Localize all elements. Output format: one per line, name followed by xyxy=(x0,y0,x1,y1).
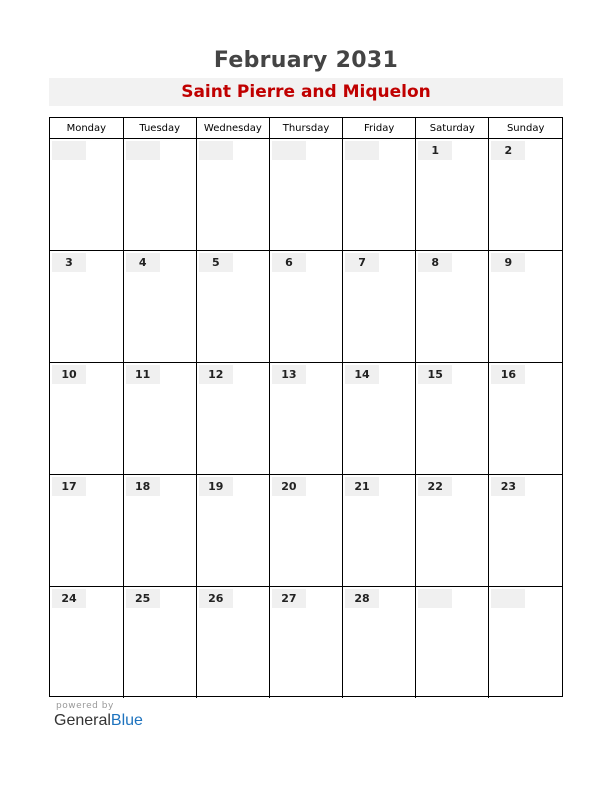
brand-general-text: General xyxy=(54,712,111,729)
day-cell xyxy=(489,251,562,363)
day-number: 12 xyxy=(199,365,233,384)
region-name: Saint Pierre and Miquelon xyxy=(181,82,431,102)
day-cell xyxy=(416,363,489,475)
week-row xyxy=(50,587,562,699)
day-number: 13 xyxy=(272,365,306,384)
powered-by-label: powered by xyxy=(56,701,114,711)
day-number: 10 xyxy=(52,365,86,384)
weekday-header: Sunday xyxy=(489,118,562,139)
day-cell xyxy=(196,587,269,699)
day-number: 20 xyxy=(272,477,306,496)
week-row xyxy=(50,363,562,475)
day-number: 22 xyxy=(418,477,452,496)
day-cell xyxy=(343,251,416,363)
day-cell xyxy=(196,475,269,587)
day-cell xyxy=(123,251,196,363)
day-cell xyxy=(489,587,562,699)
weekday-header: Thursday xyxy=(269,118,342,139)
day-cell xyxy=(50,475,123,587)
day-cell xyxy=(123,363,196,475)
week-row xyxy=(50,139,562,251)
day-number xyxy=(199,141,233,160)
week-row xyxy=(50,475,562,587)
day-cell xyxy=(489,475,562,587)
day-cell xyxy=(269,587,342,699)
day-cell xyxy=(343,475,416,587)
day-cell xyxy=(50,363,123,475)
day-cell xyxy=(50,251,123,363)
weekday-header: Friday xyxy=(343,118,416,139)
day-cell xyxy=(416,475,489,587)
calendar-title: February 2031 xyxy=(213,48,399,73)
day-cell xyxy=(123,475,196,587)
day-number: 8 xyxy=(418,253,452,272)
day-cell xyxy=(343,587,416,699)
day-number: 28 xyxy=(345,589,379,608)
day-cell xyxy=(269,363,342,475)
day-number: 18 xyxy=(126,477,160,496)
day-cell xyxy=(416,587,489,699)
day-number: 14 xyxy=(345,365,379,384)
day-number: 3 xyxy=(52,253,86,272)
day-cell xyxy=(196,251,269,363)
weekday-header: Wednesday xyxy=(196,118,269,139)
brand-blue-text: Blue xyxy=(110,712,143,729)
day-number: 25 xyxy=(126,589,160,608)
weekday-header: Monday xyxy=(50,118,123,139)
day-number: 24 xyxy=(52,589,86,608)
day-number: 9 xyxy=(491,253,525,272)
day-number: 23 xyxy=(491,477,525,496)
day-cell xyxy=(50,587,123,699)
day-cell xyxy=(50,139,123,251)
weekday-header-row xyxy=(50,118,562,139)
day-number: 5 xyxy=(199,253,233,272)
day-number: 21 xyxy=(345,477,379,496)
day-cell xyxy=(416,139,489,251)
region-banner xyxy=(49,78,563,106)
day-number: 6 xyxy=(272,253,306,272)
day-cell xyxy=(269,139,342,251)
day-number xyxy=(126,141,160,160)
day-number: 7 xyxy=(345,253,379,272)
day-number xyxy=(272,141,306,160)
day-number: 4 xyxy=(126,253,160,272)
day-cell xyxy=(343,363,416,475)
day-number: 17 xyxy=(52,477,86,496)
day-number: 27 xyxy=(272,589,306,608)
day-number: 11 xyxy=(126,365,160,384)
day-cell xyxy=(123,139,196,251)
calendar-grid xyxy=(49,117,563,697)
day-cell xyxy=(416,251,489,363)
day-number: 2 xyxy=(491,141,525,160)
generalblue-logo[interactable] xyxy=(54,712,143,730)
day-number xyxy=(491,589,525,608)
day-cell xyxy=(269,475,342,587)
day-number: 26 xyxy=(199,589,233,608)
day-cell xyxy=(123,587,196,699)
day-number: 15 xyxy=(418,365,452,384)
weekday-header: Saturday xyxy=(416,118,489,139)
day-number xyxy=(52,141,86,160)
day-number xyxy=(418,589,452,608)
day-cell xyxy=(196,363,269,475)
weekday-header: Tuesday xyxy=(123,118,196,139)
day-cell xyxy=(489,363,562,475)
day-cell xyxy=(269,251,342,363)
day-cell xyxy=(196,139,269,251)
day-number: 16 xyxy=(491,365,525,384)
day-cell xyxy=(489,139,562,251)
week-row xyxy=(50,251,562,363)
day-number: 1 xyxy=(418,141,452,160)
day-number: 19 xyxy=(199,477,233,496)
day-number xyxy=(345,141,379,160)
day-cell xyxy=(343,139,416,251)
